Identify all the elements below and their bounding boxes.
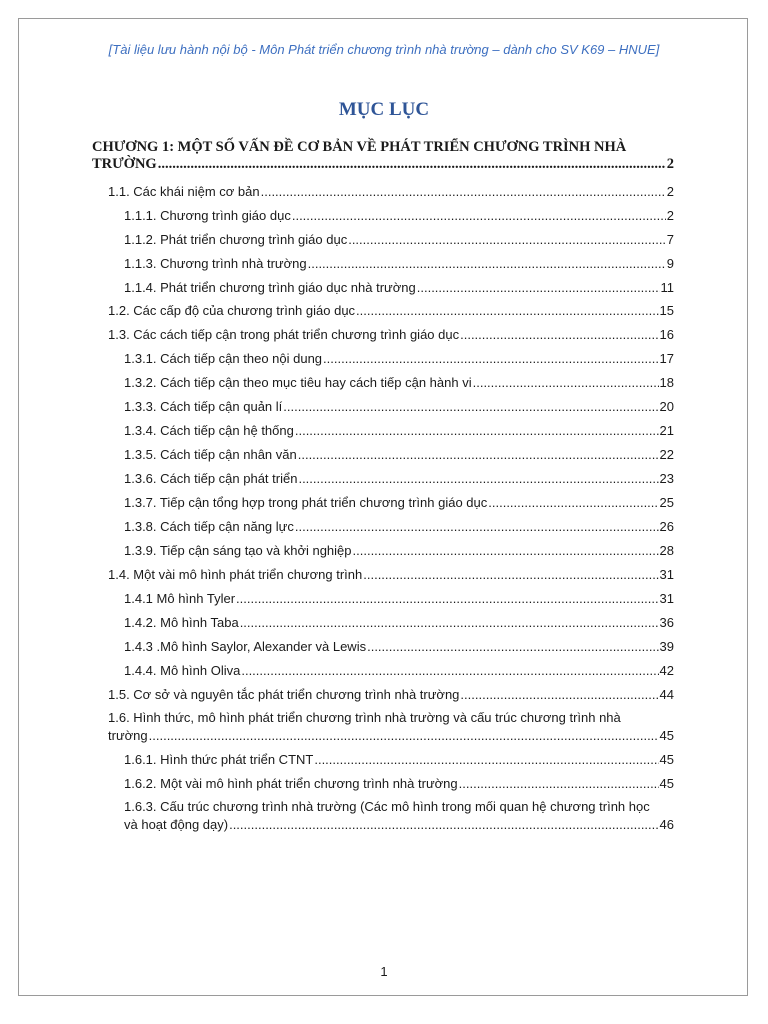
dot-leader: [323, 350, 658, 367]
toc-entry-1-1-3[interactable]: [124, 255, 674, 272]
entry-label: 1.3.9. Tiếp cận sáng tạo và khởi nghiệp: [124, 543, 352, 558]
entry-label: 1.2. Các cấp độ của chương trình giáo dục: [108, 303, 356, 318]
dot-leader: [353, 542, 659, 559]
page-number: 9: [666, 256, 674, 271]
toc-title: MỤC LỤC: [338, 99, 430, 120]
page-number: 22: [659, 447, 674, 462]
dot-leader: [149, 727, 659, 745]
page-number: 18: [659, 375, 674, 390]
page-number: 16: [659, 327, 674, 342]
dot-leader: [459, 775, 659, 792]
page-number: 2: [666, 184, 674, 199]
page-number: 45: [659, 776, 674, 791]
entry-label: 1.3.2. Cách tiếp cận theo mục tiêu hay cách tiếp cận hành vi: [124, 375, 472, 390]
page-number: 45: [659, 728, 674, 743]
page-number: 15: [659, 303, 674, 318]
page-number: 20: [659, 399, 674, 414]
toc-entry-1-6[interactable]: [108, 709, 674, 745]
dot-leader: [298, 470, 658, 487]
toc-entry-1-3-5[interactable]: [124, 446, 674, 463]
entry-label-line2: trường: [108, 728, 148, 743]
dot-leader: [488, 494, 658, 511]
entry-label: 1.1.3. Chương trình nhà trường: [124, 256, 307, 271]
dot-leader: [292, 207, 666, 224]
page-number: 36: [659, 615, 674, 630]
entry-label: 1.6.2. Một vài mô hình phát triển chương trình nhà trường: [124, 776, 458, 791]
entry-label: 1.1.4. Phát triển chương trình giáo dục nhà trường: [124, 280, 416, 295]
page-number: 11: [660, 280, 674, 295]
toc-entry-1-3-8[interactable]: [124, 518, 674, 535]
entry-label: 1.4.2. Mô hình Taba: [124, 615, 239, 630]
page-number: 2: [666, 208, 674, 223]
page-number: 46: [659, 817, 674, 832]
dot-leader: [314, 751, 658, 768]
toc-entry-1-3[interactable]: [108, 326, 674, 343]
entry-label: 1.3.7. Tiếp cận tổng hợp trong phát triển chương trình giáo dục: [124, 495, 488, 510]
dot-leader: [367, 638, 658, 655]
page-number: 28: [659, 543, 674, 558]
entry-label: 1.3.1. Cách tiếp cận theo nội dung: [124, 351, 323, 366]
entry-label: 1.3.4. Cách tiếp cận hệ thống: [124, 423, 294, 438]
page-number: 45: [659, 752, 674, 767]
page-number: 21: [659, 423, 674, 438]
dot-leader: [283, 398, 658, 415]
chapter-title-line2: TRƯỜNG: [92, 156, 157, 172]
page-number: 31: [659, 567, 674, 582]
toc-entry-1-5[interactable]: [108, 686, 674, 703]
dot-leader: [298, 446, 659, 463]
page-number: 25: [659, 495, 674, 510]
entry-label-line1: 1.6.3. Cấu trúc chương trình nhà trường (Các mô hình trong mối quan hệ chương trình học: [124, 799, 650, 814]
toc-entry-1-1-4[interactable]: [124, 279, 674, 296]
toc-entry-1-4-2[interactable]: [124, 614, 674, 631]
page-number: 7: [666, 232, 674, 247]
toc-chapter-1[interactable]: [92, 139, 674, 173]
toc-entry-1-3-1[interactable]: [124, 350, 674, 367]
page-number: 17: [659, 351, 674, 366]
toc-entry-1-1[interactable]: [108, 183, 674, 200]
entry-label: 1.4.4. Mô hình Oliva: [124, 663, 241, 678]
page-number: 23: [659, 471, 674, 486]
toc-entry-1-3-9[interactable]: [124, 542, 674, 559]
toc-entry-1-4[interactable]: [108, 566, 674, 583]
entry-label: 1.3.8. Cách tiếp cận năng lực: [124, 519, 294, 534]
entry-label: 1.1. Các khái niệm cơ bản: [108, 184, 260, 199]
toc-entry-1-3-6[interactable]: [124, 470, 674, 487]
entry-label-line1: 1.6. Hình thức, mô hình phát triển chương trình nhà trường và cấu trúc chương trình nhà: [108, 710, 621, 725]
entry-label: 1.3. Các cách tiếp cận trong phát triển chương trình giáo dục: [108, 327, 460, 342]
dot-leader: [473, 374, 659, 391]
toc-entry-1-3-4[interactable]: [124, 422, 674, 439]
entry-label: 1.1.1. Chương trình giáo dục: [124, 208, 291, 223]
chapter-title-line1: CHƯƠNG 1: MỘT SỐ VẤN ĐỀ CƠ BẢN VỀ PHÁT TRIỂN CHƯƠNG TRÌNH NHÀ: [92, 139, 627, 155]
entry-label-line2: và hoạt động dạy): [124, 817, 229, 832]
toc-entry-1-2[interactable]: [108, 302, 674, 319]
entry-label: 1.6.1. Hình thức phát triển CTNT: [124, 752, 314, 767]
entry-label: 1.1.2. Phát triển chương trình giáo dục: [124, 232, 348, 247]
dot-leader: [240, 614, 659, 631]
dot-leader: [460, 686, 658, 703]
toc-entry-1-6-3[interactable]: [124, 798, 674, 834]
page-number: 39: [659, 639, 674, 654]
dot-leader: [460, 326, 658, 343]
dot-leader: [308, 255, 666, 272]
toc-entry-1-4-4[interactable]: [124, 662, 674, 679]
dot-leader: [295, 422, 659, 439]
toc-entry-1-4-1[interactable]: [124, 590, 674, 607]
page-number: 26: [659, 519, 674, 534]
entry-label: 1.5. Cơ sở và nguyên tắc phát triển chương trình nhà trường: [108, 687, 460, 702]
toc-entry-1-1-2[interactable]: [124, 231, 674, 248]
dot-leader: [229, 816, 658, 834]
dot-leader: [295, 518, 659, 535]
dot-leader: [241, 662, 658, 679]
page-number: 2: [666, 156, 674, 172]
toc-entry-1-4-3[interactable]: [124, 638, 674, 655]
toc-entry-1-3-7[interactable]: [124, 494, 674, 511]
page-number-footer: 1: [380, 964, 388, 979]
dot-leader: [261, 183, 666, 200]
toc-entry-1-3-2[interactable]: [124, 374, 674, 391]
header-note: [Tài liệu lưu hành nội bộ - Môn Phát triển chương trình nhà trường – dành cho SV K69 – HNUE]: [108, 42, 660, 57]
toc-entry-1-3-3[interactable]: [124, 398, 674, 415]
dot-leader: [236, 590, 658, 607]
page-number: 31: [659, 591, 674, 606]
entry-label: 1.3.3. Cách tiếp cận quản lí: [124, 399, 283, 414]
toc-entry-1-6-2[interactable]: [124, 775, 674, 792]
dot-leader: [356, 302, 658, 319]
entry-label: 1.3.6. Cách tiếp cận phát triển: [124, 471, 298, 486]
entry-label: 1.4.1 Mô hình Tyler: [124, 591, 236, 606]
page-number: 42: [659, 663, 674, 678]
toc-entry-1-6-1[interactable]: [124, 751, 674, 768]
dot-leader: [417, 279, 660, 296]
entry-label: 1.3.5. Cách tiếp cận nhân văn: [124, 447, 297, 462]
dot-leader: [363, 566, 658, 583]
toc-entry-1-1-1[interactable]: [124, 207, 674, 224]
entry-label: 1.4. Một vài mô hình phát triển chương trình: [108, 567, 363, 582]
dot-leader: [348, 231, 666, 248]
dot-leader: [158, 156, 666, 173]
page-number: 44: [659, 687, 674, 702]
entry-label: 1.4.3 .Mô hình Saylor, Alexander và Lewis: [124, 639, 367, 654]
